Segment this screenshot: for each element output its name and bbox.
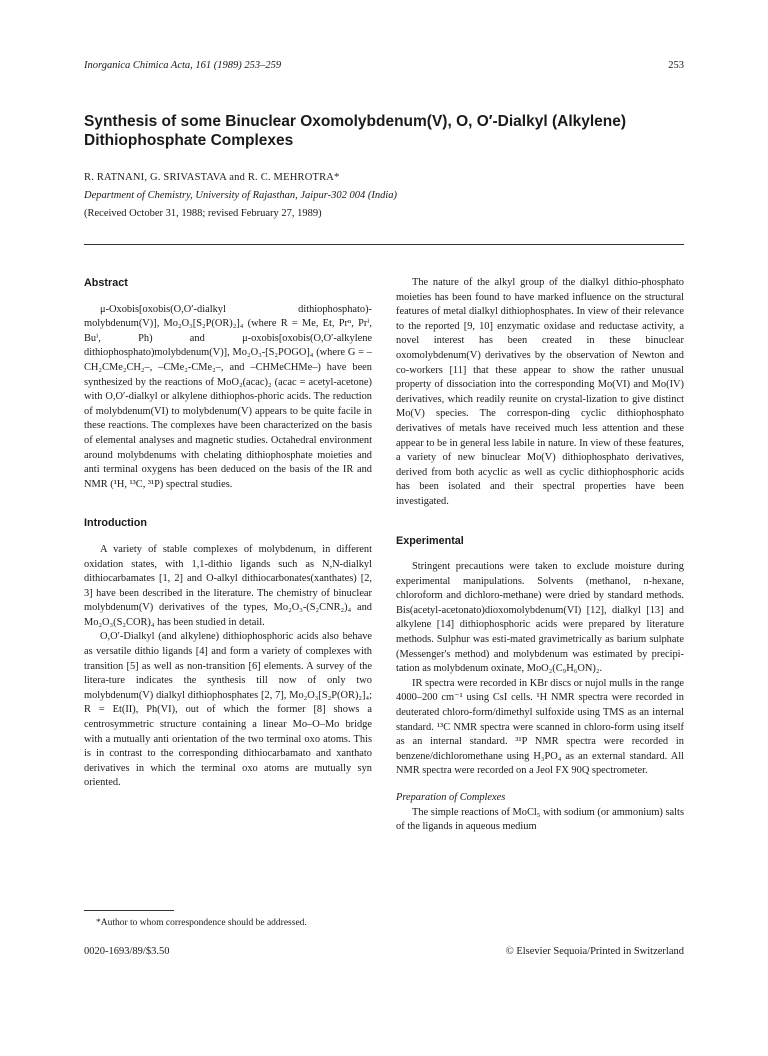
left-column: [84, 276, 372, 791]
author-list: R. RATNANI, G. SRIVASTAVA and R. C. MEHROTRA*: [84, 172, 340, 183]
experimental-paragraph: Stringent precautions were taken to exclude moisture during experimental manipulations. Solvents (methanol, n-hexane, chloroform and dichloro-methane) were dried by standard methods. Bis(acetyl-acetonato)dioxomolybdenum(VI) [12], dialkyl [13] and alkylene [14] dithiophosphoric acids were prepared by literature methods. Sulphur was esti-mated gravimetrically as barium sulphate (Messenger's method) and molybdenum was estimated by precipi-tation as molybdenum oxinate, MoO₂(C₉H₆ON)₂.: [396, 561, 684, 675]
right-column: [396, 276, 684, 835]
preparation-paragraph: The simple reactions of MoCl₅ with sodium (or ammonium) salts of the ligands in aqueous medium: [396, 806, 684, 833]
abstract-text: μ-Oxobis[oxobis(O,O′-dialkyl dithiophosphato)-molybdenum(V)], Mo₂O₃[S₂P(OR)₂]₄ (where R = Me, Et, Prⁿ, Prⁱ, Buⁱ, Ph) and μ-oxobis[oxobis(O,O′-alkylene dithiophosphato)molybdenum(V)], Mo₂O₃-[S₂POGO]₄ (where G = –CH₂CMe₂CH₂–, –CMe₂-CMe₂–, and –CHMeCHMe–) have been synthesized by the reactions of MoO₂(acac)₂ (acac = acetyl-acetone) with O,O′-dialkyl or alkylene dithiophos-phoric acids. The reduction of molybdenum(VI) to molybdenum(V) appears to be quite facile in these reactions. The complexes have been characterized on the basis of elemental analyses and magnetic studies. Octahedral environment around molybdenums with chelating dithiophosphate moieties and anti terminal oxygens has been deduced on the basis of the IR and NMR (¹H, ¹³C, ³¹P) spectral studies.: [84, 303, 372, 490]
header-divider: [84, 244, 684, 245]
received-dates: (Received October 31, 1988; revised February 27, 1989): [84, 208, 322, 219]
journal-citation: Inorganica Chimica Acta, 161 (1989) 253–259: [84, 60, 282, 71]
abstract-heading: Abstract: [84, 277, 128, 289]
paper-title: Synthesis of some Binuclear Oxomolybdenum(V), O, O′-Dialkyl (Alkylene) Dithiophosphate Complexes: [84, 113, 627, 149]
running-header: [84, 60, 684, 71]
author-footnote: *Author to whom correspondence should be addressed.: [96, 918, 307, 928]
preparation-subheading: Preparation of Complexes: [396, 792, 506, 803]
introduction-paragraph: A variety of stable complexes of molybdenum, in different oxidation states, with 1,1-dithio ligands such as N,N-dialkyl dithiocarbamates [1, 2] and O-alkyl dithiocarbonates(xanthates) [2, 3] have been described in the literature. The chemistry of binuclear molybdenum(V) derivatives of the types, Mo₂O₃-(S₂CNR₂)₄ and Mo₂O₃(S₂COR)₄ has been studied in detail.: [84, 543, 372, 628]
intro-continuation-paragraph: The nature of the alkyl group of the dialkyl dithio-phosphato moieties has been found to have marked influence on the structural features of metal dialkyl dithiophosphates. In view of their relevance to the reported [9, 10] enzymatic oxidase and reductase activity, a novel interest has been created in these binuclear oxomolybdenum(V) derivatives by the observation of Newton and co-workers [11] that these appear to show the rather unusual property of dissociation into the corresponding Mo(VI) and Mo(IV) derivatives, which readily reunite on crystal-lization to give distinct Mo(V) species. The correspon-ding cyclic dithiophosphato derivatives of metals have received much less attention and these appear to be in general less labile in nature. In view of these features, a variety of new binuclear Mo(V) dithiophosphato derivatives, derived from both acyclic as well as cyclic dithiophosphoric acids has been isolated and their spectral properties have been investigated.: [396, 277, 684, 507]
experimental-paragraph: IR spectra were recorded in KBr discs or nujol mulls in the range 4000–200 cm⁻¹ using CsI cells. ¹H NMR spectra were recorded in deuterated chloro-form/dimethyl sulfoxide using TMS as an internal standard. ¹³C NMR spectra were scanned in chloro-form using itself as an internal standard. ³¹P NMR spectra were recorded in benzene/dichloromethane using H₃PO₄ as an external standard. All NMR spectra were recorded on a Jeol FX 90Q spectrometer.: [396, 677, 684, 777]
copyright-notice: © Elsevier Sequoia/Printed in Switzerland: [505, 946, 684, 957]
footnote-divider: [84, 910, 174, 911]
affiliation: Department of Chemistry, University of Rajasthan, Jaipur-302 004 (India): [84, 190, 398, 201]
page-number: 253: [668, 60, 684, 71]
issn-code: 0020-1693/89/$3.50: [84, 946, 170, 957]
experimental-heading: Experimental: [396, 534, 464, 547]
introduction-heading: Introduction: [84, 517, 147, 530]
introduction-paragraph: O,O′-Dialkyl (and alkylene) dithiophosphoric acids also behave as versatile dithio ligands [4] and form a variety of complexes with transition [5] as well as non-transition [6] elements. A survey of the litera-ture indicates the synthesis till now of only two molybdenum(V) dialkyl dithiophosphates [2, 7], Mo₂O₃[S₂P(OR)₂]₄; R = Et(II), Ph(VI), out of which the former [8] shows a centrosymmetric structure containing a linear Mo–O–Mo bridge with a mutually anti orientation of the two terminal oxo atoms. This is in contrast to the corresponding dithiocarbamato and xanthato derivatives in which the terminal oxo atoms are mutually syn oriented.: [84, 631, 372, 789]
